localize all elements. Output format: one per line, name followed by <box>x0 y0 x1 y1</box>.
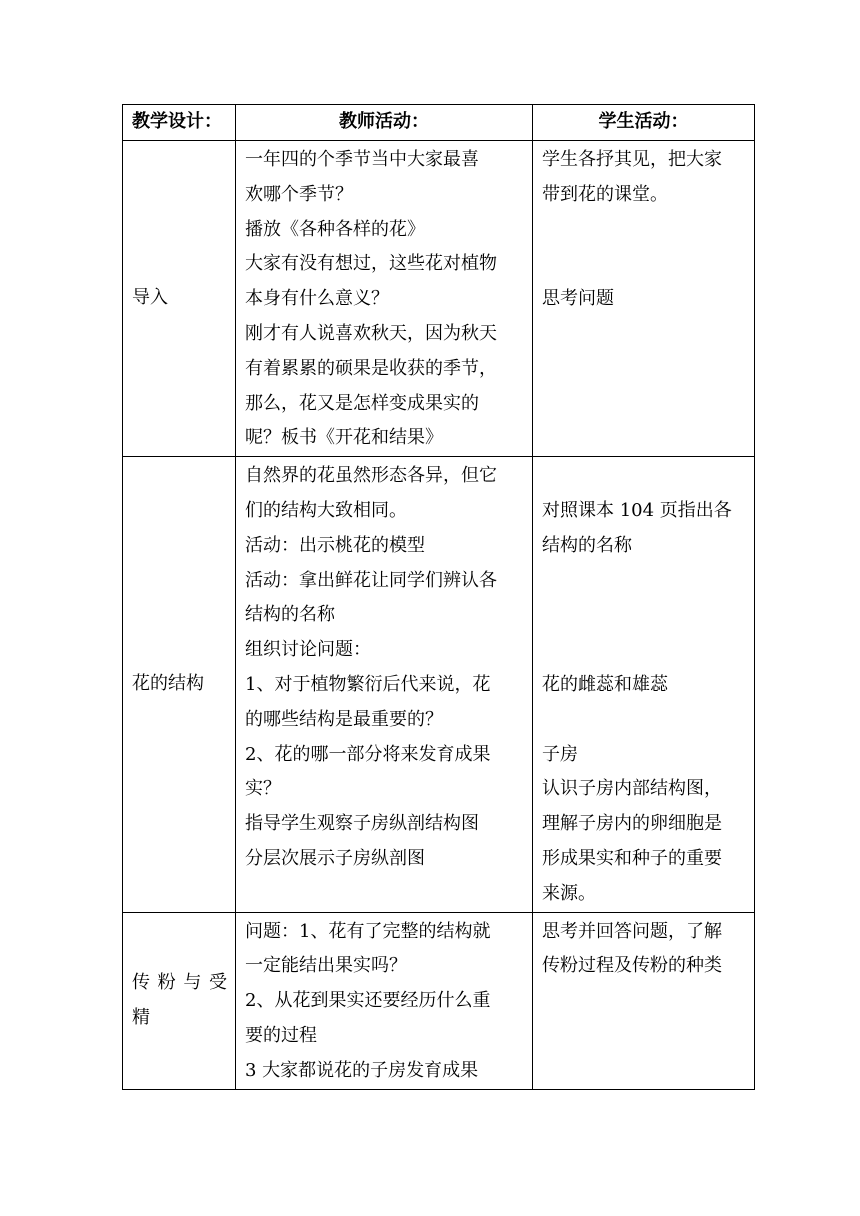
teacher-line: 问题：1、花有了完整的结构就 <box>245 920 491 942</box>
teacher-cell-structure <box>236 457 533 912</box>
teacher-line: 欢哪个季节？ <box>245 183 353 205</box>
student-line: 子房 <box>542 743 578 765</box>
row-intro <box>123 141 755 457</box>
teacher-line: 要的过程 <box>245 1024 317 1046</box>
student-line: 来源。 <box>542 882 596 904</box>
teacher-line: 2、花的哪一部分将来发育成果 <box>245 743 491 765</box>
row-structure <box>123 457 755 912</box>
student-cell-intro <box>533 141 755 457</box>
teacher-line: 本身有什么意义？ <box>245 288 389 310</box>
student-line: 带到花的课堂。 <box>542 183 668 205</box>
teacher-line: 那么，花又是怎样变成果实的 <box>245 392 479 414</box>
student-line: 形成果实和种子的重要 <box>542 847 722 869</box>
student-line: 思考问题 <box>542 288 614 310</box>
teacher-line: 刚才有人说喜欢秋天，因为秋天 <box>245 322 497 344</box>
teacher-line: 活动：出示桃花的模型 <box>245 534 425 556</box>
teacher-line: 有着累累的硕果是收获的季节， <box>245 357 497 379</box>
student-line: 学生各抒其见，把大家 <box>542 149 722 170</box>
header-row <box>123 105 755 141</box>
student-cell-pollination <box>533 912 755 1089</box>
teacher-line: 3 大家都说花的子房发育成果 <box>245 1059 479 1081</box>
student-line: 花的雌蕊和雄蕊 <box>542 673 668 695</box>
spacer <box>542 213 748 248</box>
teacher-line: 活动：拿出鲜花让同学们辨认各 <box>245 569 497 591</box>
header-teacher: 教师活动： <box>236 105 533 141</box>
header-student: 学生活动： <box>533 105 755 141</box>
teacher-line: 大家有没有想过，这些花对植物 <box>245 253 497 275</box>
teacher-cell-pollination <box>236 912 533 1089</box>
lesson-plan-table <box>122 104 755 1090</box>
spacer <box>542 247 748 282</box>
teacher-line: 们的结构大致相同。 <box>245 499 407 521</box>
row-label-structure: 花的结构 <box>123 457 236 912</box>
teacher-line: 的哪些结构是最重要的？ <box>245 708 443 730</box>
teacher-line: 呢？板书《开花和结果》 <box>245 427 443 449</box>
teacher-line: 播放《各种各样的花》 <box>245 218 425 240</box>
teacher-cell-intro <box>236 141 533 457</box>
spacer <box>542 598 748 633</box>
spacer <box>542 703 748 738</box>
student-cell-structure <box>533 457 755 912</box>
teacher-line: 实？ <box>245 778 281 800</box>
teacher-line: 2、从花到果实还要经历什么重 <box>245 990 491 1012</box>
header-design: 教学设计： <box>123 105 236 141</box>
student-line: 对照课本 104 页指出各 <box>542 499 732 521</box>
teacher-line: 一定能结出果实吗？ <box>245 955 407 977</box>
teacher-line: 1、对于植物繁衍后代来说，花 <box>245 673 491 695</box>
row-pollination <box>123 912 755 1089</box>
teacher-line: 一年四的个季节当中大家最喜 <box>245 149 479 170</box>
teacher-line: 组织讨论问题： <box>245 639 371 661</box>
teacher-line: 自然界的花虽然形态各异，但它 <box>245 465 497 487</box>
teacher-line: 分层次展示子房纵剖图 <box>245 847 425 869</box>
row-label-pollination: 传粉与受精 <box>123 912 236 1089</box>
student-line: 结构的名称 <box>542 534 632 556</box>
student-line: 思考并回答问题，了解 <box>542 920 722 942</box>
student-line: 传粉过程及传粉的种类 <box>542 955 722 977</box>
spacer <box>542 564 748 599</box>
teacher-line: 结构的名称 <box>245 604 335 626</box>
student-line: 认识子房内部结构图， <box>542 778 722 800</box>
spacer <box>542 459 748 494</box>
spacer <box>542 633 748 668</box>
student-line: 理解子房内的卵细胞是 <box>542 813 722 835</box>
teacher-line: 指导学生观察子房纵剖结构图 <box>245 813 479 835</box>
row-label-intro: 导入 <box>123 141 236 457</box>
